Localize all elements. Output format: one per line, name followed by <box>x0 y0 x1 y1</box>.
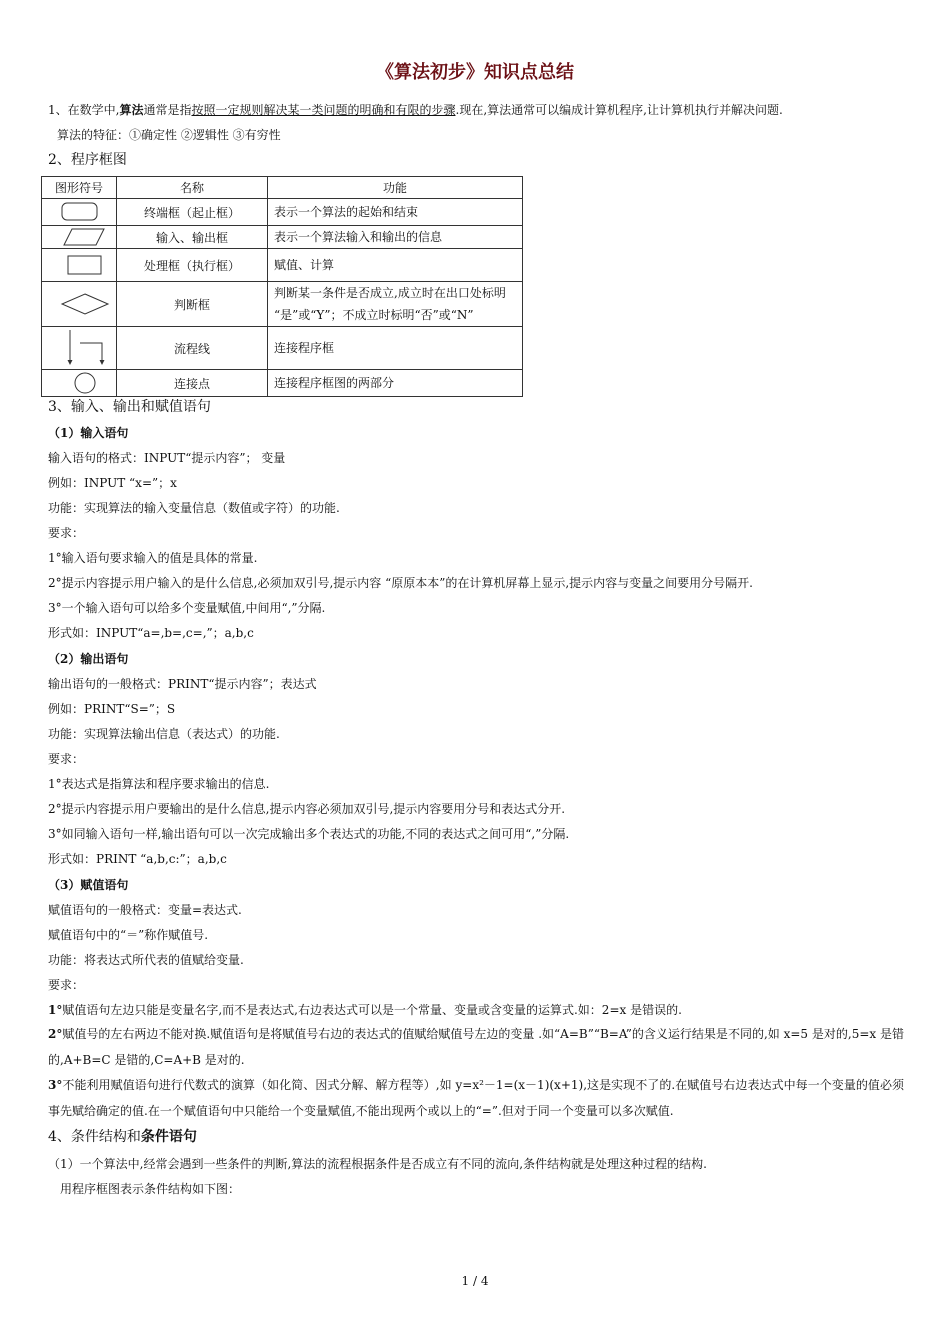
rule-number: 3° <box>48 1078 63 1092</box>
input-line: 2°提示内容提示用户输入的是什么信息,必须加双引号,提示内容 “原原本本”的在计算机屏幕上显示,提示内容与变量之间要用分号隔开. <box>48 576 753 590</box>
def-post: .现在,算法通常可以编成计算机程序,让计算机执行并解决问题. <box>455 103 783 117</box>
table-header-symbol: 图形符号 <box>42 177 117 199</box>
table-cell-name: 输入、输出框 <box>117 226 268 249</box>
table-header-function: 功能 <box>268 177 523 199</box>
input-line: 要求： <box>48 526 85 540</box>
conditional-paragraph: （1）一个算法中,经常会遇到一些条件的判断,算法的流程根据条件是否成立有不同的流向,条件结构就是处理这种过程的结构. <box>48 1157 707 1171</box>
table-cell-function: 连接程序框图的两部分 <box>268 370 523 397</box>
assign-rule-1 <box>48 1001 682 1019</box>
table-cell-function: 连接程序框 <box>268 327 523 370</box>
table-cell-function: 表示一个算法输入和输出的信息 <box>268 226 523 249</box>
algorithm-definition <box>48 101 783 119</box>
terminal-shape-icon <box>42 199 117 226</box>
conditional-figure-intro: 用程序框图表示条件结构如下图： <box>60 1182 241 1196</box>
assign-line: 功能：将表达式所代表的值赋给变量. <box>48 953 244 967</box>
subheading-assign: （3）赋值语句 <box>48 878 129 892</box>
subheading-input: （1）输入语句 <box>48 426 129 440</box>
flowchart-symbol-table <box>41 176 523 397</box>
decision-diamond-icon <box>42 282 117 327</box>
table-row <box>42 226 523 249</box>
table-cell-function <box>268 282 523 327</box>
table-cell-name: 判断框 <box>117 282 268 327</box>
assign-rule-3 <box>48 1072 904 1124</box>
output-line: 输出语句的一般格式：PRINT“提示内容”；表达式 <box>48 677 317 691</box>
table-cell-name: 终端框（起止框） <box>117 199 268 226</box>
table-header-name: 名称 <box>117 177 268 199</box>
def-mid: 通常是指 <box>143 103 192 117</box>
table-cell-name: 连接点 <box>117 370 268 397</box>
table-cell-function: 赋值、计算 <box>268 249 523 282</box>
input-line: 例如：INPUT “x=”；x <box>48 476 177 490</box>
table-cell-name: 流程线 <box>117 327 268 370</box>
assign-line: 要求： <box>48 978 85 992</box>
table-cell-function: 表示一个算法的起始和结束 <box>268 199 523 226</box>
rule-number: 2° <box>48 1027 63 1041</box>
output-line: 3°如同输入语句一样,输出语句可以一次完成输出多个表达式的功能,不同的表达式之间可用“,”分隔. <box>48 827 570 841</box>
assign-rule-2 <box>48 1021 904 1073</box>
table-row <box>42 199 523 226</box>
table-row <box>42 327 523 370</box>
section-heading-io: 3、输入、输出和赋值语句 <box>48 399 211 415</box>
section-heading-conditional <box>48 1128 197 1146</box>
function-line-1: 判断某一条件是否成立,成立时在出口处标明 <box>274 286 506 300</box>
connector-circle-icon <box>42 370 117 397</box>
table-row <box>42 282 523 327</box>
assign-line: 赋值语句中的“＝”称作赋值号. <box>48 928 209 942</box>
rule-number: 1° <box>48 1003 63 1017</box>
section-heading-flowchart: 2、程序框图 <box>48 152 127 168</box>
output-line: 1°表达式是指算法和程序要求输出的信息. <box>48 777 270 791</box>
function-line-2: “是”或“Y”；不成立时标明“否”或“N” <box>274 308 474 322</box>
page-number: 1 / 4 <box>461 1274 489 1288</box>
table-row <box>42 249 523 282</box>
rule-text: 不能利用赋值语句进行代数式的演算（如化简、因式分解、解方程等）,如 y=x²－1=(x－1)(x+1),这是实现不了的.在赋值号右边表达式中每一个变量的值必须事先赋给确定的值.在一个赋值语句中只能给一个变量赋值,不能出现两个或以上的“=”.但对于同一个变量可以多次赋值. <box>48 1078 904 1118</box>
def-bold-term: 算法 <box>119 103 144 117</box>
input-line: 输入语句的格式：INPUT“提示内容”； 变量 <box>48 451 286 465</box>
output-line: 形式如：PRINT “a,b,c:”；a,b,c <box>48 852 227 866</box>
input-line: 功能：实现算法的输入变量信息（数值或字符）的功能. <box>48 501 340 515</box>
assign-line: 赋值语句的一般格式：变量=表达式. <box>48 903 242 917</box>
document-title: 《算法初步》知识点总结 <box>376 62 574 83</box>
output-line: 例如：PRINT“S=”；S <box>48 702 176 716</box>
process-rectangle-icon <box>42 249 117 282</box>
subheading-output: （2）输出语句 <box>48 652 129 666</box>
flow-line-icon <box>42 327 117 370</box>
algorithm-features: 算法的特征：①确定性 ②逻辑性 ③有穷性 <box>57 128 281 142</box>
def-underlined: 按照一定规则解决某一类问题的明确和有限的步骤 <box>191 103 456 117</box>
def-prefix: 1、在数学中, <box>48 103 120 117</box>
input-line: 1°输入语句要求输入的值是具体的常量. <box>48 551 258 565</box>
table-header-row <box>42 177 523 199</box>
output-line: 功能：实现算法输出信息（表达式）的功能. <box>48 727 280 741</box>
rule-text: 赋值号的左右两边不能对换.赋值语句是将赋值号右边的表达式的值赋给赋值号左边的变量 .如“A=B”“B=A”的含义运行结果是不同的,如 x=5 是对的,5=x 是错的,A+B=C 是错的,C=A+B 是对的. <box>48 1027 904 1067</box>
input-line: 形式如：INPUT“a=,b=,c=,”；a,b,c <box>48 626 254 640</box>
input-line: 3°一个输入语句可以给多个变量赋值,中间用“,”分隔. <box>48 601 326 615</box>
table-row <box>42 370 523 397</box>
table-cell-name: 处理框（执行框） <box>117 249 268 282</box>
rule-text: 赋值语句左边只能是变量名字,而不是表达式,右边表达式可以是一个常量、变量或含变量的运算式.如：2=x 是错误的. <box>62 1003 682 1017</box>
heading-bold: 条件语句 <box>140 1129 197 1145</box>
output-line: 要求： <box>48 752 85 766</box>
heading-prefix: 4、条件结构和 <box>48 1129 141 1145</box>
output-line: 2°提示内容提示用户要输出的是什么信息,提示内容必须加双引号,提示内容要用分号和表达式分开. <box>48 802 566 816</box>
io-parallelogram-icon <box>42 226 117 249</box>
